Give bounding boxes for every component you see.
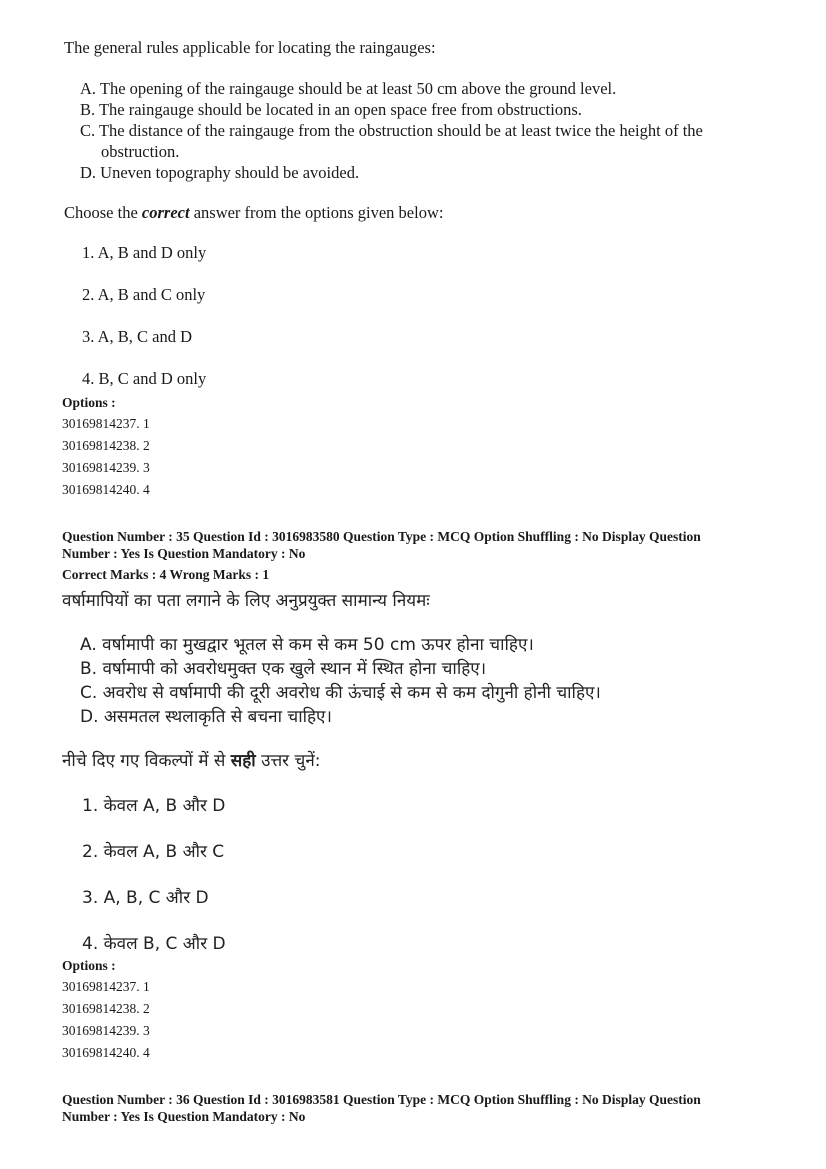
q34-answer-3: 3. A, B, C and D xyxy=(82,327,193,346)
q35-options-label: Options : xyxy=(62,958,116,973)
q34-statement-b: B. The raingauge should be located in an open space free from obstructions. xyxy=(80,100,582,119)
q34-choose-instruction: Choose the correct answer from the options given below: xyxy=(64,203,444,222)
q35-meta-line1: Question Number : 35 Question Id : 3016983580 Question Type : MCQ Option Shuffling : No Display Question xyxy=(62,529,701,544)
q35-answer-2: 2. केवल A, B और C xyxy=(82,842,225,862)
q34-stem: The general rules applicable for locating the raingauges: xyxy=(64,38,436,57)
q35-option-4: 30169814240. 4 xyxy=(62,1045,150,1060)
q35-statement-c: C. अवरोध से वर्षामापी की दूरी अवरोध की ऊंचाई से कम से कम दोगुनी होनी चाहिए। xyxy=(80,683,601,703)
q34-options-label: Options : xyxy=(62,395,116,410)
q35-statement-a: A. वर्षामापी का मुखद्वार भूतल से कम से कम 50 cm ऊपर होना चाहिए। xyxy=(80,635,534,655)
q36-meta-line2: Number : Yes Is Question Mandatory : No xyxy=(62,1109,306,1124)
q35-answer-3: 3. A, B, C और D xyxy=(82,888,209,908)
q35-marks: Correct Marks : 4 Wrong Marks : 1 xyxy=(62,567,270,582)
q34-statement-c: C. The distance of the raingauge from the obstruction should be at least twice the height of the xyxy=(80,121,703,140)
q35-statement-b: B. वर्षामापी को अवरोधमुक्त एक खुले स्थान में स्थित होना चाहिए। xyxy=(80,659,487,679)
q35-meta-line2: Number : Yes Is Question Mandatory : No xyxy=(62,546,306,561)
q34-option-4: 30169814240. 4 xyxy=(62,482,150,497)
q35-option-2: 30169814238. 2 xyxy=(62,1001,150,1016)
q35-statement-d: D. असमतल स्थलाकृति से बचना चाहिए। xyxy=(80,707,332,727)
q34-answer-2: 2. A, B and C only xyxy=(82,285,206,304)
q34-statement-d: D. Uneven topography should be avoided. xyxy=(80,163,360,182)
q35-option-3: 30169814239. 3 xyxy=(62,1023,150,1038)
q35-choose-instruction: नीचे दिए गए विकल्पों में से सही उत्तर चुनें: xyxy=(62,751,321,771)
q34-option-2: 30169814238. 2 xyxy=(62,438,150,453)
q34-answer-1: 1. A, B and D only xyxy=(82,243,207,262)
q34-statement-c-cont: obstruction. xyxy=(101,142,180,161)
q35-answer-1: 1. केवल A, B और D xyxy=(82,796,226,816)
q35-option-1: 30169814237. 1 xyxy=(62,979,150,994)
q34-answer-4: 4. B, C and D only xyxy=(82,369,207,388)
q35-stem: वर्षामापियों का पता लगाने के लिए अनुप्रयुक्त सामान्य नियमः xyxy=(62,591,430,611)
q34-option-3: 30169814239. 3 xyxy=(62,460,150,475)
q34-statement-a: A. The opening of the raingauge should be at least 50 cm above the ground level. xyxy=(80,79,617,98)
q35-answer-4: 4. केवल B, C और D xyxy=(82,934,226,954)
q36-meta-line1: Question Number : 36 Question Id : 3016983581 Question Type : MCQ Option Shuffling : No Display Question xyxy=(62,1092,701,1107)
q34-option-1: 30169814237. 1 xyxy=(62,416,150,431)
